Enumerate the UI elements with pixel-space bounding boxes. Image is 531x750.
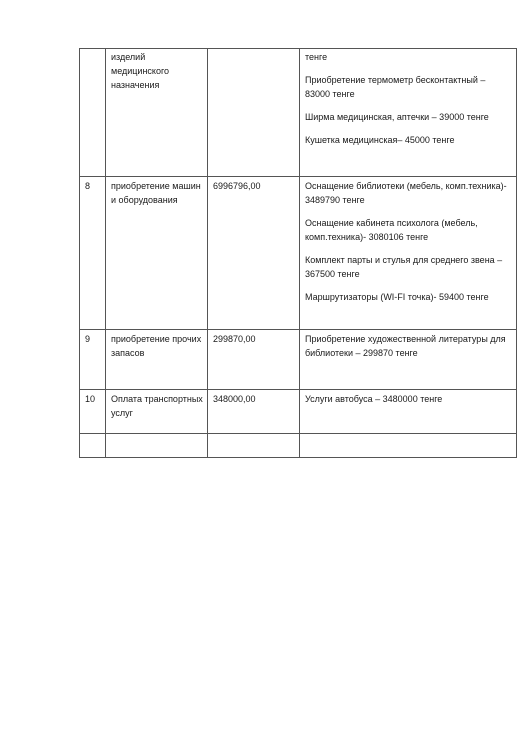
amount-cell (208, 434, 300, 458)
description-item: Кушетка медицинская– 45000 тенге (305, 135, 455, 145)
description-item: Приобретение художественной литературы для библиотеки – 299870 тенге (305, 334, 506, 358)
amount-cell: 299870,00 (208, 330, 300, 390)
row-number-cell: 8 (80, 177, 106, 330)
budget-table (79, 48, 517, 458)
table-row-empty (80, 434, 517, 458)
expense-name-cell: Оплата транспортных услуг (106, 390, 208, 434)
table-row (80, 390, 517, 434)
description-cell (300, 390, 517, 434)
expense-name-cell: приобретение машин и оборудования (106, 177, 208, 330)
description-item: тенге (305, 52, 328, 62)
expense-name-cell: изделий медицинского назначения (106, 49, 208, 177)
expense-name-cell: приобретение прочих запасов (106, 330, 208, 390)
description-cell (300, 434, 517, 458)
description-item: Приобретение термометр бесконтактный – 83000 тенге (305, 75, 486, 99)
row-number-cell (80, 434, 106, 458)
amount-cell: 6996796,00 (208, 177, 300, 330)
row-number-cell: 9 (80, 330, 106, 390)
description-item: Маршрутизаторы (WI-FI точка)- 59400 тенге (305, 292, 489, 302)
description-cell (300, 330, 517, 390)
row-number-cell (80, 49, 106, 177)
table-row (80, 330, 517, 390)
description-cell (300, 49, 517, 177)
description-item: Комплект парты и стулья для среднего звена – 367500 тенге (305, 255, 503, 279)
description-item: Услуги автобуса – 3480000 тенге (305, 394, 443, 404)
amount-cell: 348000,00 (208, 390, 300, 434)
description-cell (300, 177, 517, 330)
description-item: Оснащение кабинета психолога (мебель, комп.техника)- 3080106 тенге (305, 218, 478, 242)
table-row (80, 177, 517, 330)
row-number-cell: 10 (80, 390, 106, 434)
description-item: Ширма медицинская, аптечки – 39000 тенге (305, 112, 489, 122)
amount-cell (208, 49, 300, 177)
table-row (80, 49, 517, 177)
expense-name-cell (106, 434, 208, 458)
description-item: Оснащение библиотеки (мебель, комп.техника)- 3489790 тенге (305, 181, 507, 205)
